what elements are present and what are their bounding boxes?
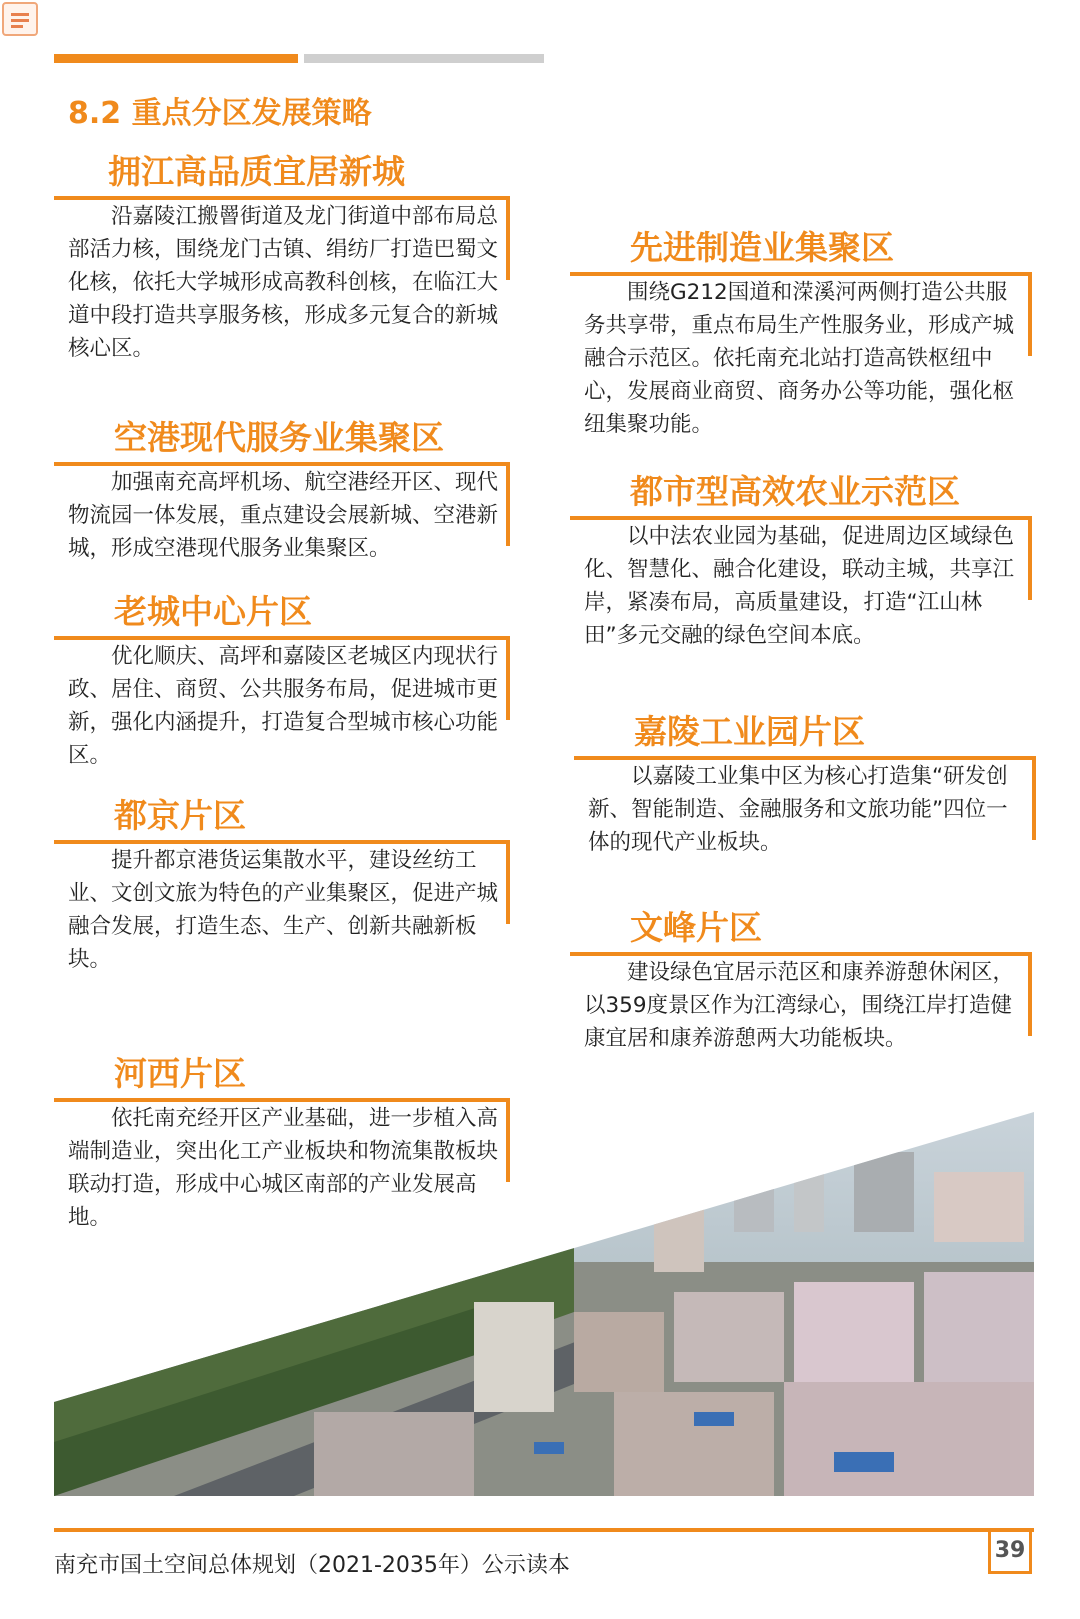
footer-title: 南充市国土空间总体规划（2021-2035年）公示读本 <box>54 1553 570 1578</box>
zone-wenfeng <box>570 908 1032 1055</box>
zone-nongye <box>570 472 1032 652</box>
zone-konggang <box>54 418 510 565</box>
zone-body: 以中法农业园为基础，促进周边区域绿色化、智慧化、融合化建设，联动主城，共享江岸，紧凑布局，高质量建设，打造“江山林田”多元交融的绿色空间本底。 <box>584 524 1015 648</box>
comment-icon[interactable] <box>2 2 38 36</box>
zone-title: 文峰片区 <box>630 908 762 947</box>
zone-title: 嘉陵工业园片区 <box>634 712 865 751</box>
zone-laocheng <box>54 592 510 772</box>
zone-title: 都市型高效农业示范区 <box>630 472 960 511</box>
zone-title: 老城中心片区 <box>114 592 312 631</box>
zone-yongjiang <box>54 152 510 365</box>
section-title: 8.2 重点分区发展策略 <box>68 96 372 131</box>
zone-dujing <box>54 796 510 976</box>
zone-body: 优化顺庆、高坪和嘉陵区老城区内现状行政、居住、商贸、公共服务布局，促进城市更新，强化内涵提升，打造复合型城市核心功能区。 <box>68 644 499 768</box>
zone-jialing <box>574 712 1036 859</box>
page-number: 39 <box>988 1532 1032 1574</box>
zone-body: 加强南充高坪机场、航空港经开区、现代物流园一体发展，重点建设会展新城、空港新城，形成空港现代服务业集聚区。 <box>68 470 499 561</box>
zone-zhizao <box>570 228 1032 441</box>
header-bar-gray <box>304 54 544 63</box>
zone-title: 河西片区 <box>114 1054 246 1093</box>
header-bar-accent <box>54 54 298 63</box>
zone-body: 沿嘉陵江搬罾街道及龙门街道中部布局总部活力核，围绕龙门古镇、绢纺厂打造巴蜀文化核，依托大学城形成高教科创核，在临江大道中段打造共享服务核，形成多元复合的新城核心区。 <box>68 204 499 361</box>
zone-body: 提升都京港货运集散水平，建设丝纺工业、文创文旅为特色的产业集聚区，促进产城融合发展，打造生态、生产、创新共融新板块。 <box>68 848 499 972</box>
zone-title: 拥江高品质宜居新城 <box>108 152 405 191</box>
footer-rule <box>54 1528 1034 1532</box>
zone-title: 空港现代服务业集聚区 <box>114 418 444 457</box>
city-aerial-photo <box>54 1112 1034 1496</box>
zone-body: 依托南充经开区产业基础，进一步植入高端制造业，突出化工产业板块和物流集散板块联动打造，形成中心城区南部的产业发展高地。 <box>68 1106 499 1230</box>
zone-body: 以嘉陵工业集中区为核心打造集“研发创新、智能制造、金融服务和文旅功能”四位一体的现代产业板块。 <box>588 764 1008 855</box>
zone-body: 围绕G212国道和溁溪河两侧打造公共服务共享带，重点布局生产性服务业，形成产城融合示范区。依托南充北站打造高铁枢纽中心，发展商业商贸、商务办公等功能，强化枢纽集聚功能。 <box>584 280 1015 437</box>
zone-body: 建设绿色宜居示范区和康养游憩休闲区，以359度景区作为江湾绿心，围绕江岸打造健康宜居和康养游憩两大功能板块。 <box>584 960 1015 1051</box>
zone-title: 先进制造业集聚区 <box>630 228 894 267</box>
zone-title: 都京片区 <box>114 796 246 835</box>
